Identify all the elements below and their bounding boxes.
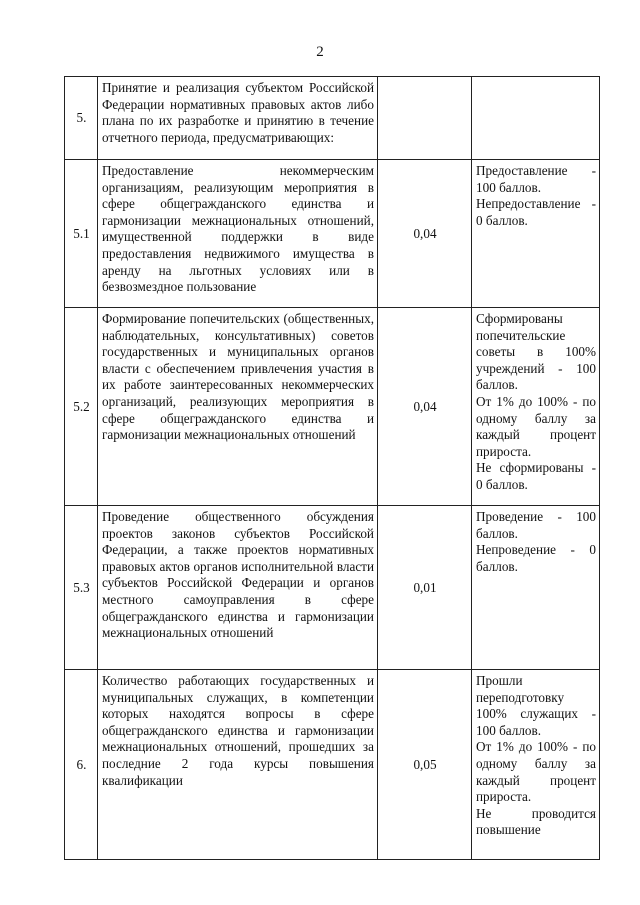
table-row — [65, 506, 600, 670]
row-weight: 0,04 — [378, 308, 472, 506]
scoring-line: Непредоставление - 0 баллов. — [476, 196, 596, 228]
scoring-line: Не проводится повышение — [476, 805, 596, 838]
row-number: 6. — [65, 670, 98, 860]
row-scoring — [472, 308, 600, 506]
scoring-line: Сформированы попечительские советы в 100% учреждений - 100 баллов. — [476, 311, 596, 393]
scoring-line: Предоставление - 100 баллов. — [476, 163, 596, 195]
row-description: Предоставление некоммерческим организациям, реализующим мероприятия в сфере общегражданского единства и гармонизации межнациональных отношений, имущественной поддержки в виде предоставления недвижимого имущества в аренду на льготных условиях или в безвозмездное пользование — [98, 160, 378, 308]
criteria-table — [64, 76, 600, 860]
table-row — [65, 308, 600, 506]
row-weight — [378, 77, 472, 160]
row-description: Принятие и реализация субъектом Российской Федерации нормативных правовых актов либо плана по их разработке и принятию в течение отчетного периода, предусматривающих: — [98, 77, 378, 160]
row-weight: 0,05 — [378, 670, 472, 860]
table-row — [65, 160, 600, 308]
row-weight: 0,04 — [378, 160, 472, 308]
row-description: Количество работающих государственных и муниципальных служащих, в компетенции которых находятся вопросы в сфере общегражданского единства и гармонизации межнациональных отношений, прошедших за последние 2 года курсы повышения квалификации — [98, 670, 378, 860]
table-row — [65, 77, 600, 160]
scoring-line: Не сформированы - 0 баллов. — [476, 460, 596, 492]
scoring-line: Проведение - 100 баллов. — [476, 509, 596, 541]
scoring-line: Непроведение - 0 баллов. — [476, 542, 596, 574]
row-scoring — [472, 670, 600, 860]
scoring-line: Прошли переподготовку 100% служащих - 100 баллов. — [476, 673, 596, 738]
row-scoring — [472, 506, 600, 670]
row-weight: 0,01 — [378, 506, 472, 670]
row-description: Проведение общественного обсуждения проектов законов субъектов Российской Федерации, а также проектов нормативных правовых актов органов исполнительной власти субъектов Российской Федерации и органов местного самоуправления в сфере общегражданского единства и гармонизации межнациональных отношений — [98, 506, 378, 670]
row-scoring — [472, 160, 600, 308]
scoring-line: От 1% до 100% - по одному баллу за каждый процент прироста. — [476, 393, 596, 459]
scoring-line: От 1% до 100% - по одному баллу за каждый процент прироста. — [476, 739, 596, 805]
row-number: 5.2 — [65, 308, 98, 506]
row-number: 5.3 — [65, 506, 98, 670]
table-row — [65, 670, 600, 860]
page-number: 2 — [316, 44, 324, 60]
row-number: 5.1 — [65, 160, 98, 308]
row-scoring — [472, 77, 600, 160]
row-number: 5. — [65, 77, 98, 160]
row-description: Формирование попечительских (общественных, наблюдательных, консультативных) советов государственных и муниципальных органов власти с обеспечением привлечения участия в их работе заинтересованных некоммерческих организаций, реализующих мероприятия в сфере общегражданского единства и гармонизации межнациональных отношений — [98, 308, 378, 506]
